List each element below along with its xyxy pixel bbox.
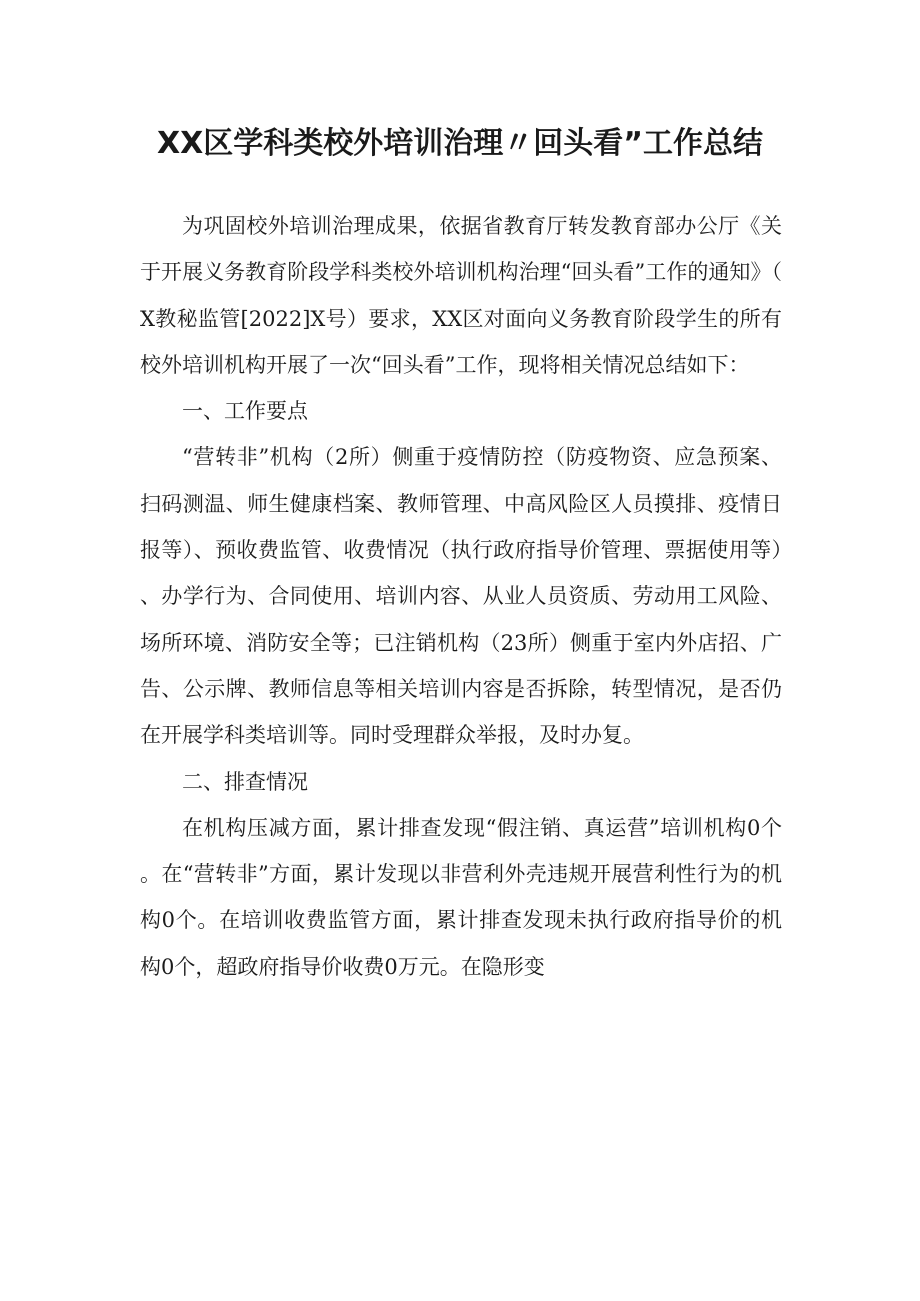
inspection-paragraph: 在机构压减方面，累计排查发现“假注销、真运营”培训机构0个。在“营转非”方面，累计发现以非营利外壳违规开展营利性行为的机构0个。在培训收费监管方面，累计排查发现未执行政府指导价的机构0个，超政府指导价收费0万元。在隐形变 xyxy=(140,815,782,979)
section-heading-work-points: 一、工作要点 xyxy=(182,399,308,424)
work-points-paragraph: “营转非”机构（2所）侧重于疫情防控（防疫物资、应急预案、扫码测温、师生健康档案、教师管理、中高风险区人员摸排、疫情日报等）、预收费监管、收费情况（执行政府指导价管理、票据使用等）、办学行为、合同使用、培训内容、从业人员资质、劳动用工风险、场所环境、消防安全等；已注销机构（23所）侧重于室内外店招、广告、公示牌、教师信息等相关培训内容是否拆除，转型情况，是否仍在开展学科类培训等。同时受理群众举报，及时办复。 xyxy=(140,445,782,748)
document-body xyxy=(140,203,782,990)
document-title: XX区学科类校外培训治理〃回头看”工作总结 xyxy=(157,126,763,161)
intro-paragraph: 为巩固校外培训治理成果，依据省教育厅转发教育部办公厅《关于开展义务教育阶段学科类校外培训机构治理“回头看”工作的通知》（X教秘监管[2022]X号）要求，XX区对面向义务教育阶段学生的所有校外培训机构开展了一次“回头看”工作，现将相关情况总结如下： xyxy=(140,214,782,377)
section-heading-inspection: 二、排查情况 xyxy=(182,769,308,794)
